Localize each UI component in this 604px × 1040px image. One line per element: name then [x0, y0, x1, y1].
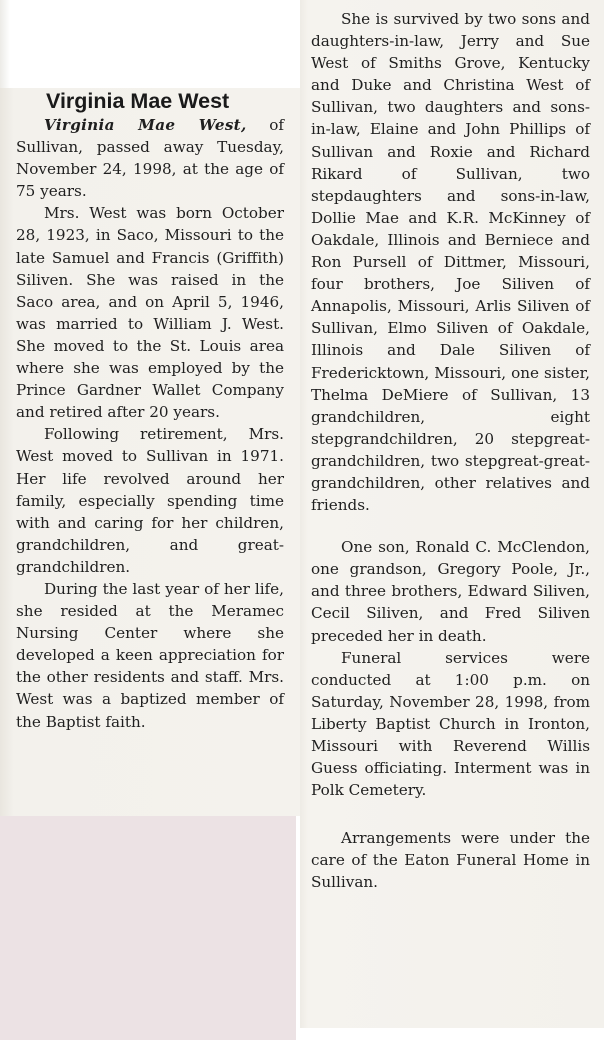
obituary-body-right	[311, 8, 590, 894]
obituary-lead-name: Virginia Mae West,	[44, 116, 247, 134]
obituary-paragraph: She is survived by two sons and daughters-in-law, Jerry and Sue West of Smiths Grove, Kentucky and Duke and Christina West of Sullivan, two daughters and sons-in-law, Elaine and John Phillips of Sullivan and Roxie and Richard Rikard of Sullivan, two stepdaughters and sons-in-law, Dollie Mae and K.R. McKinney of Oakdale, Illinois and Berniece and Ron Pursell of Dittmer, Missouri, four brothers, Joe Siliven of Annapolis, Missouri, Arlis Siliven of Sullivan, Elmo Siliven of Oakdale, Illinois and Dale Siliven of Fredericktown, Missouri, one sister, Thelma DeMiere of Sullivan, 13 grandchildren, eight stepgrandchildren, 20 stepgreat-grandchildren, two stepgreat-great-grandchildren, other relatives and friends.	[311, 10, 590, 515]
obituary-headline: Virginia Mae West	[46, 89, 230, 113]
obituary-paragraph: During the last year of her life, she resided at the Meramec Nursing Center where she developed a keen appreciation for the other residents and staff. Mrs. West was a baptized member of the Baptist faith.	[16, 579, 284, 731]
obituary-paragraph: Arrangements were under the care of the Eaton Funeral Home in Sullivan.	[311, 829, 590, 892]
obituary-paragraph	[16, 114, 284, 202]
obituary-paragraph: Mrs. West was born October 28, 1923, in Saco, Missouri to the late Samuel and Francis (Griffith) Siliven. She was raised in the Saco area, and on April 5, 1946, was married to William J. West. She moved to the St. Louis area where she was employed by the Prince Gardner Wallet Company and retired after 20 years.	[16, 204, 284, 422]
page-edge-shadow	[0, 0, 10, 88]
obituary-lead-text: of Sullivan, passed away Tuesday, November 24, 1998, at the age of 75 years.	[16, 116, 285, 201]
obituary-paragraph: Funeral services were conducted at 1:00 p.m. on Saturday, November 28, 1998, from Liberty Baptist Church in Ironton, Missouri with Reverend Willis Guess officiating. Interment was in Polk Cemetery.	[311, 648, 590, 800]
obituary-paragraph: One son, Ronald C. McClendon, one grandson, Gregory Poole, Jr., and three brothers, Edward Siliven, Cecil Siliven, and Fred Siliven preceded her in death.	[311, 538, 590, 645]
obituary-column-right	[300, 0, 604, 1028]
blank-backing-area	[0, 816, 296, 1040]
obituary-paragraph: Following retirement, Mrs. West moved to Sullivan in 1971. Her life revolved around her family, especially spending time with and caring for her children, grandchildren, and great-grandchildren.	[16, 425, 284, 576]
obituary-body-left	[16, 114, 284, 733]
obituary-column-left	[0, 88, 300, 816]
